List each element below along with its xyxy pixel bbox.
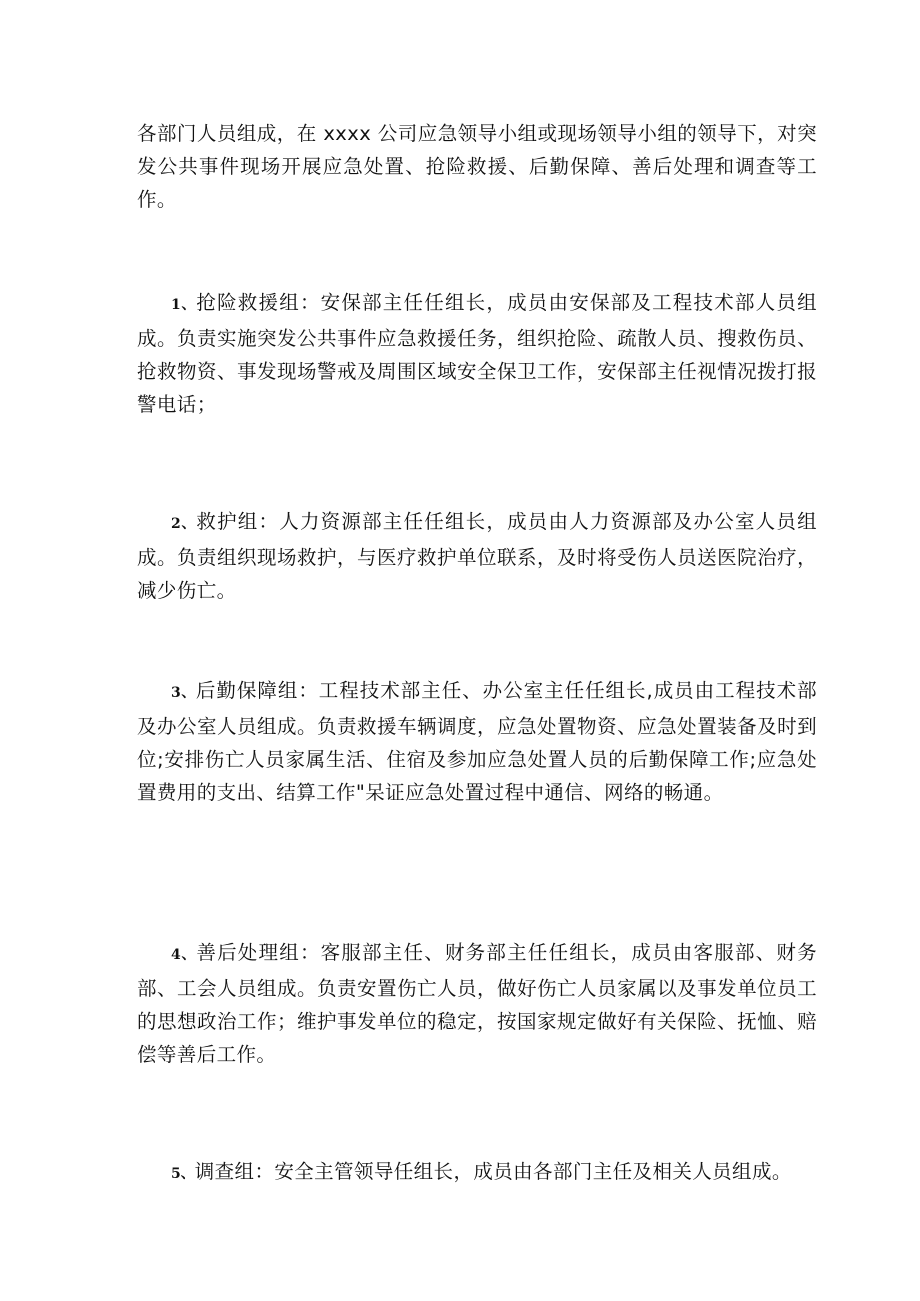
paragraph-text: 救护组：人力资源部主任任组长，成员由人力资源部及办公室人员组成。负责组织现场救护，与医疗救护单位联系，及时将受伤人员送医院治疗，减少伤亡。	[137, 510, 817, 602]
paragraph-aftermath-team	[137, 936, 817, 1071]
paragraph-rescue-team	[137, 286, 817, 421]
item-number: 3、	[171, 685, 196, 701]
paragraph-text: 各部门人员组成，在 xxxx 公司应急领导小组或现场领导小组的领导下，对突发公共事件现场开展应急处置、抢险救援、后勤保障、善后处理和调查等工作。	[137, 122, 817, 211]
paragraph-medical-team	[137, 505, 817, 607]
paragraph-text: 后勤保障组：工程技术部主任、办公室主任任组长,成员由工程技术部及办公室人员组成。负责救援车辆调度，应急处置物资、应急处置装备及时到位;安排伤亡人员家属生活、住宿及参加应急处置人员的后勤保障工作;应急处置费用的支出、结算工作"呆证应急处置过程中通信、网络的畅通。	[137, 679, 817, 804]
item-number: 4、	[171, 947, 197, 963]
paragraph-text: 善后处理组：客服部主任、财务部主任任组长，成员由客服部、财务部、工会人员组成。负责安置伤亡人员，做好伤亡人员家属以及事发单位员工的思想政治工作；维护事发单位的稳定，按国家规定做好有关保险、抚恤、赔偿等善后工作。	[137, 941, 817, 1066]
paragraph-investigation-team	[137, 1155, 817, 1191]
item-number: 5、	[171, 1166, 195, 1182]
paragraph-logistics-team	[137, 674, 817, 809]
item-number: 2、	[171, 516, 197, 532]
item-number: 1、	[171, 297, 197, 313]
paragraph-intro	[137, 117, 817, 216]
paragraph-text: 调查组：安全主管领导任组长，成员由各部门主任及相关人员组成。	[194, 1160, 792, 1183]
paragraph-text: 抢险救援组：安保部主任任组长，成员由安保部及工程技术部人员组成。负责实施突发公共事件应急救援任务，组织抢险、疏散人员、搜救伤员、抢救物资、事发现场警戒及周围区域安全保卫工作，安保部主任视情况拨打报警电话；	[137, 291, 817, 416]
